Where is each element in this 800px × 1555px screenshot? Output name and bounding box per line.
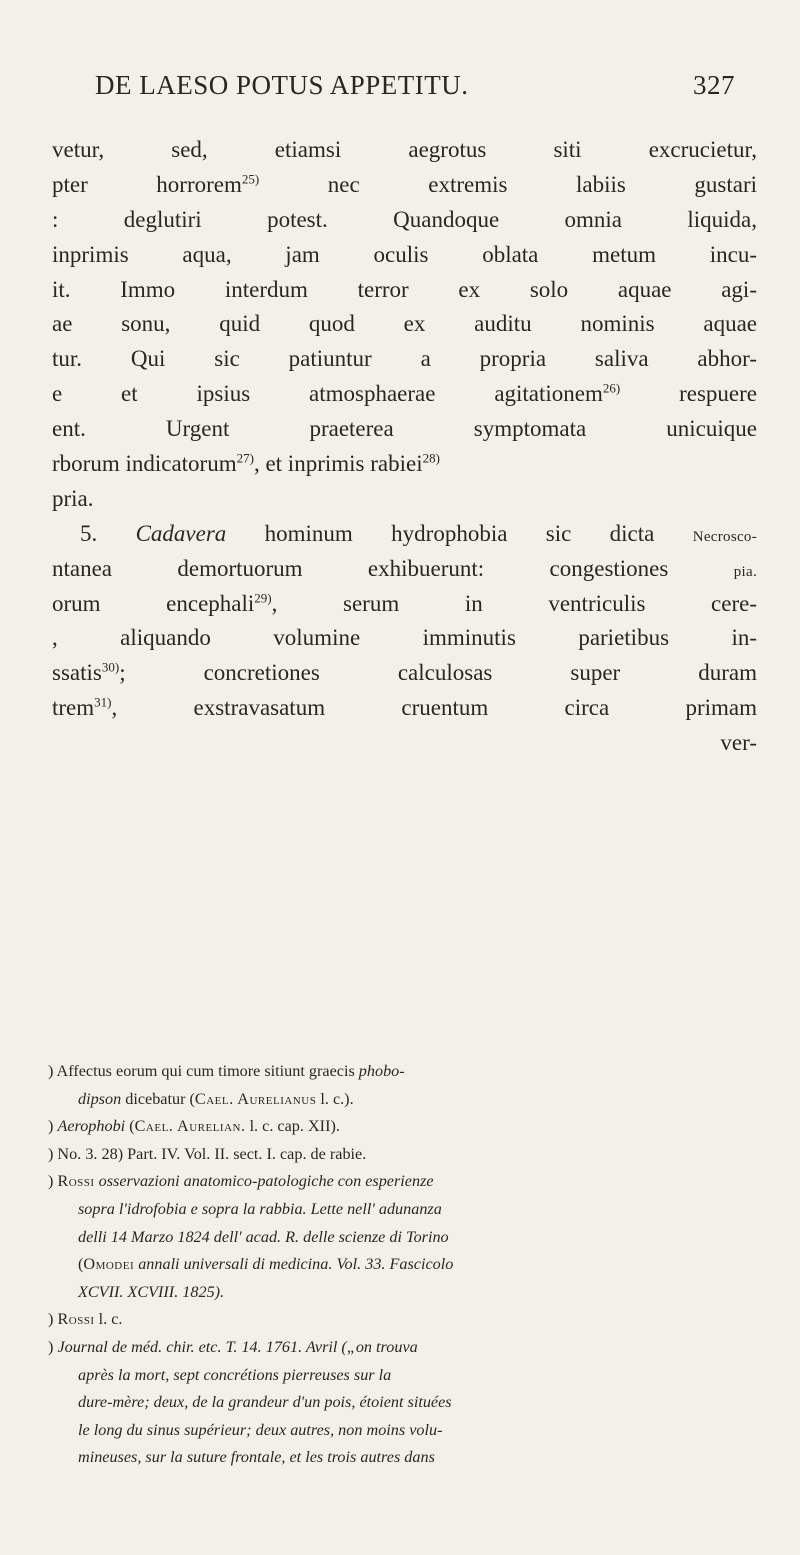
text-line: vetur, sed, etiamsi aegrotus siti excrucietur, xyxy=(52,137,757,162)
footnote: ) Journal de méd. chir. etc. T. 14. 1761. Avril („on trouva xyxy=(48,1337,418,1356)
footnote: ) Aerophobi (Cael. Aurelian. l. c. cap. XII). xyxy=(48,1117,340,1136)
text-line: inprimis aqua, jam oculis oblata metum incu- xyxy=(52,241,757,267)
text-line: pter horrorem$^{25)}$ nec extremis labiis gustari xyxy=(52,171,757,197)
footnote: ) Rossi l. c. xyxy=(48,1310,123,1329)
footnote-continuation: après la mort, sept concrétions pierreuses sur la xyxy=(78,1365,392,1384)
section-5-heading-line: 5. Cadavera hominum hydrophobia sic dicta Necrosco- xyxy=(80,520,758,546)
text-line: , aliquando volumine imminutis parietibus in- xyxy=(52,625,757,651)
main-text xyxy=(52,134,757,762)
text-line: orum encephali$^{29)}$, serum in ventriculis cere- xyxy=(52,589,757,616)
text-line: trem$^{31)}$, exstravasatum cruentum circa primam xyxy=(52,694,757,721)
running-title: DE LAESO POTUS APPETITU. xyxy=(95,70,469,100)
text-line: pria. xyxy=(52,485,94,511)
footnote-continuation: mineuses, sur la suture frontale, et les trois autres dans xyxy=(78,1448,435,1467)
footnote-continuation: dipson dicebatur (Cael. Aurelianus l. c.). xyxy=(78,1089,354,1108)
text-line: : deglutiri potest. Quandoque omnia liquida, xyxy=(52,206,758,232)
footnote-continuation: (Omodei annali universali di medicina. Vol. 33. Fascicolo xyxy=(78,1255,454,1274)
footnote: ) Rossi osservazioni anatomico-patologiche con esperienze xyxy=(48,1172,434,1191)
margin-note: pia. xyxy=(733,563,757,580)
text-line: ent. Urgent praeterea symptomata unicuique xyxy=(52,416,757,442)
footnote-continuation: delli 14 Marzo 1824 dell' acad. R. delle scienze di Torino xyxy=(78,1227,449,1246)
text-line: e et ipsius atmosphaerae agitationem$^{26)}$ respuere xyxy=(52,380,758,407)
margin-note: Necrosco- xyxy=(692,528,758,545)
footnote-continuation: dure-mère; deux, de la grandeur d'un pois, étoient situées xyxy=(78,1393,452,1412)
text-line: rborum indicatorum$^{27)}$, et inprimis rabiei$^{28)}$ xyxy=(52,450,440,477)
footnote-continuation: le long du sinus supérieur; deux autres, non moins volu- xyxy=(78,1420,443,1439)
footnote-continuation: XCVII. XCVIII. 1825). xyxy=(78,1282,225,1301)
text-line: it. Immo interdum terror ex solo aquae agi- xyxy=(52,276,757,302)
catchword: ver- xyxy=(720,730,757,756)
text-line: ssatis$^{30)}$; concretiones calculosas super duram xyxy=(52,659,757,686)
text-line: tur. Qui sic patiuntur a propria saliva abhor- xyxy=(52,346,757,372)
page-number: 327 xyxy=(693,70,735,100)
footnotes xyxy=(48,1060,758,1474)
text-line: ntanea demortuorum exhibuerunt: congestiones pia. xyxy=(52,555,757,581)
footnote: ) No. 3. 28) Part. IV. Vol. II. sect. I. cap. de rabie. xyxy=(48,1144,367,1163)
text-line: ae sonu, quid quod ex auditu nominis aquae xyxy=(52,311,757,337)
footnote: ) Affectus eorum qui cum timore sitiunt graecis phobo- xyxy=(48,1062,405,1080)
footnote-continuation: sopra l'idrofobia e sopra la rabbia. Lette nell' adunanza xyxy=(78,1199,442,1218)
